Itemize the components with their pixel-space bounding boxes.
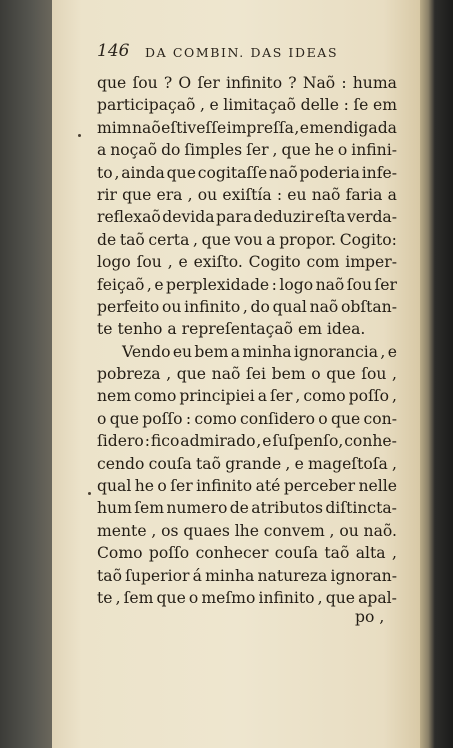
text-line: reflexaõ devida para deduzir eſta verda- xyxy=(97,208,397,227)
paragraph-2 xyxy=(97,341,397,610)
text-line: qual he o ſer infinito até perceber nelle xyxy=(97,477,397,496)
text-line: pobreza , que naõ ſei bem o que ſou , xyxy=(97,365,397,384)
margin-mark xyxy=(78,134,81,137)
margin-mark xyxy=(88,492,91,495)
text-line: logo ſou , e exiſto. Cogito com imper- xyxy=(97,253,397,272)
text-line: que ſou ? O ſer infinito ? Naõ : huma xyxy=(97,74,397,92)
text-line: participaçaõ , e limitaçaõ delle : ſe em xyxy=(97,96,397,115)
text-line: a noçaõ do ſimples ſer , que he o infini- xyxy=(97,141,397,160)
running-head: DA COMBIN. DAS IDEAS xyxy=(145,45,339,60)
left-page-edge xyxy=(0,0,52,748)
page-header xyxy=(97,41,372,65)
text-line: ſidero : fico admirado , e ſuſpenſo, conhe- xyxy=(97,432,397,451)
text-line: taõ ſuperior á minha natureza ignoran- xyxy=(97,566,397,585)
body-text xyxy=(97,72,397,609)
paragraph-1 xyxy=(97,72,397,341)
text-line: to , ainda que cogitaſſe naõ poderia infe- xyxy=(97,163,397,182)
text-line: Como poſſo conhecer couſa taõ alta , xyxy=(97,544,397,563)
text-line: rir que era , ou exiſtía : eu naõ faria a xyxy=(97,185,397,204)
text-line: nem como principiei a ſer , como poſſo , xyxy=(97,387,397,406)
text-line: cendo couſa taõ grande , e mageſtoſa , xyxy=(97,454,397,473)
page-number: 146 xyxy=(97,41,130,61)
text-line: mente , os quaes lhe convem , ou naõ. xyxy=(97,521,397,540)
text-line: te , ſem que o meſmo infinito , que apal- xyxy=(97,588,397,607)
text-line: mim naõ eſtiveſſe impreſſa , e mendigada xyxy=(97,118,397,137)
text-line: hum ſem numero de atributos diſtincta- xyxy=(97,499,397,518)
text-line: perfeito ou infinito , do qual naõ obſtan- xyxy=(97,297,397,316)
text-line: feiçaõ , e perplexidade : logo naõ ſou ſer xyxy=(97,275,397,294)
catchword: po , xyxy=(355,608,385,626)
text-line: te tenho a repreſentaçaõ em idea. xyxy=(97,320,366,339)
text-line: Vendo eu bem a minha ignorancia , e xyxy=(122,342,397,361)
text-line: o que poſſo : como conſidero o que con- xyxy=(97,409,397,428)
text-line: de taõ certa , que vou a propor. Cogito: xyxy=(97,230,397,249)
book-spine xyxy=(420,0,453,748)
